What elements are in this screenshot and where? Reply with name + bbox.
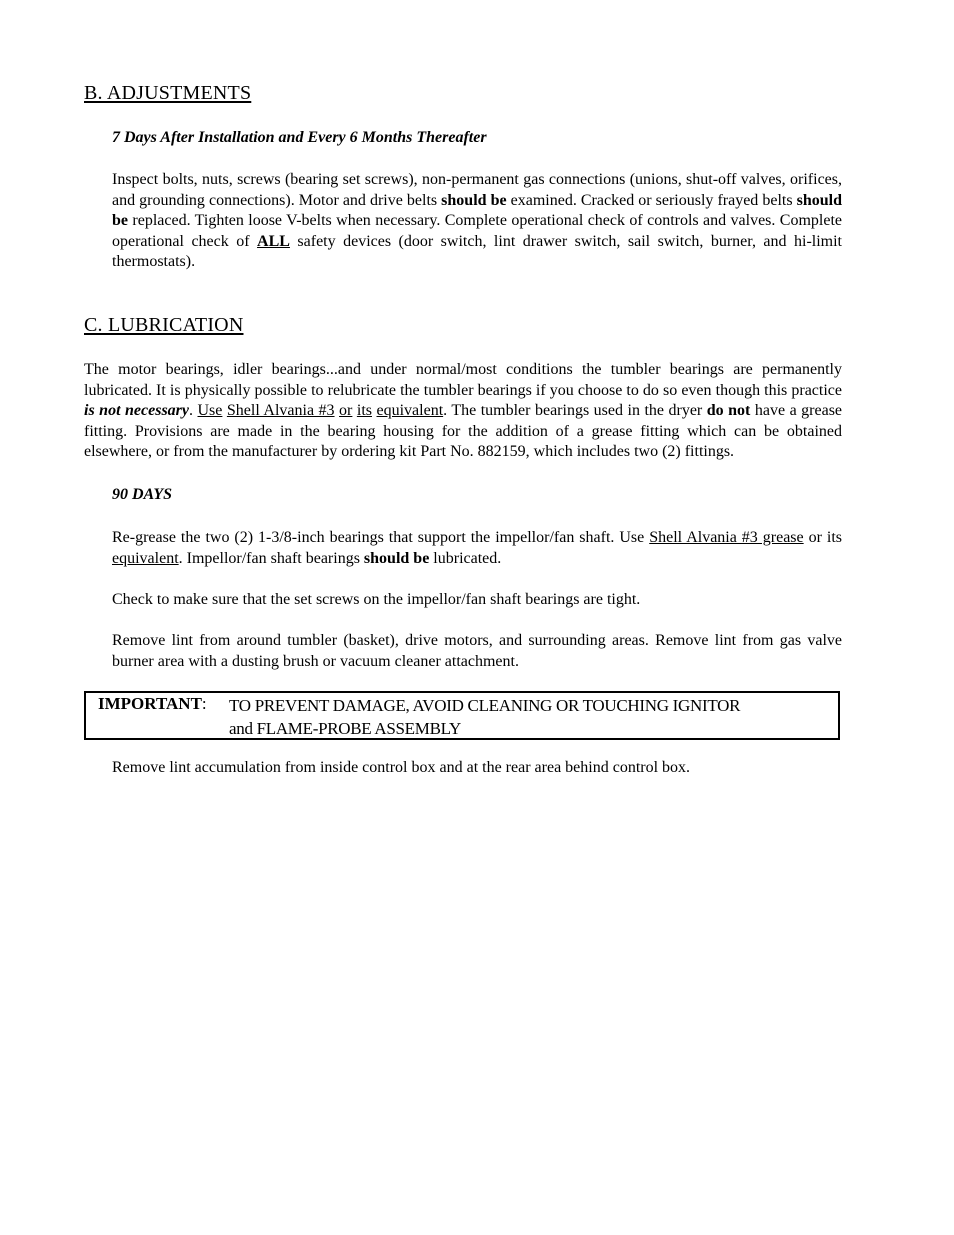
set-screws-paragraph: Check to make sure that the set screws on the impellor/fan shaft bearings are tight.	[112, 591, 641, 608]
text-run: or its	[803, 529, 843, 546]
regrease-paragraph	[112, 528, 842, 569]
underline-its: its	[356, 402, 372, 420]
emphasis-not-necessary: is not necessary	[84, 402, 189, 420]
underline-equivalent: equivalent	[112, 549, 179, 567]
important-line-2: and FLAME-PROBE ASSEMBLY	[229, 719, 461, 738]
text-run: Re-grease the two (2) 1-3/8-inch bearings that support the impellor/fan shaft. Use	[112, 529, 650, 546]
important-line-1: TO PREVENT DAMAGE, AVOID CLEANING OR TOUCHING IGNITOR	[229, 696, 741, 715]
section-b-heading: B. ADJUSTMENTS	[84, 82, 252, 104]
emphasis-do-not: do not	[706, 402, 751, 420]
control-box-paragraph: Remove lint accumulation from inside control box and at the rear area behind control box.	[112, 759, 691, 776]
important-text	[229, 694, 740, 740]
emphasis-should-be: should be	[441, 191, 507, 209]
section-c-heading: C. LUBRICATION	[84, 314, 244, 336]
important-colon: :	[201, 694, 207, 713]
underline-shell-alvania-grease: Shell Alvania #3 grease	[649, 529, 804, 546]
text-run: replaced. Tighten loose V-belts when necessary. Complete operational check of controls and valves. Complete operational check of	[112, 212, 842, 250]
underline-or: or	[339, 402, 353, 420]
text-run: . Impellor/fan shaft bearings	[178, 549, 364, 567]
text-run: safety devices (door switch, lint drawer switch, sail switch, burner, and hi-limit thermostats).	[112, 232, 842, 271]
ninety-days-subheading: 90 DAYS	[112, 486, 173, 503]
text-run: Inspect bolts, nuts, screws (bearing set screws), non-permanent gas connections (unions, shut-off valves, orifices, and grounding connections). Motor and drive belts	[112, 171, 842, 209]
underline-use: Use	[197, 402, 223, 420]
remove-lint-paragraph: Remove lint from around tumbler (basket), drive motors, and surrounding areas. Remove lint from gas valve burner area with a dusting brush or vacuum cleaner attachment.	[112, 632, 842, 670]
text-run: lubricated.	[429, 549, 502, 567]
important-label-text: IMPORTANT	[98, 694, 202, 713]
section-b-paragraph	[112, 170, 842, 273]
underline-shell-alvania: Shell Alvania #3	[226, 402, 335, 420]
underline-equivalent: equivalent	[376, 402, 444, 420]
text-run: The motor bearings, idler bearings...and under normal/most conditions the tumbler bearings are permanently lubricated. It is physically possible to relubricate the tumbler bearings if you choose to do so even though this practice	[84, 361, 842, 399]
text-run: . The tumbler bearings used in the dryer	[443, 402, 707, 420]
important-notice-box	[84, 691, 840, 740]
text-run: have a grease fitting. Provisions are made in the bearing housing for the addition of a grease fitting which can be obtained elsewhere, or from the manufacturer by ordering kit Part No. 882159, which includes two (2) fittings.	[84, 402, 843, 461]
important-label	[98, 694, 207, 714]
emphasis-should-be: should be	[112, 191, 842, 230]
emphasis-should-be: should be	[363, 549, 430, 567]
text-run: .	[189, 402, 198, 420]
section-b-subheading: 7 Days After Installation and Every 6 Months Thereafter	[112, 129, 487, 146]
emphasis-all: ALL	[257, 232, 290, 250]
text-run: examined. Cracked or seriously frayed belts	[506, 191, 797, 209]
section-c-paragraph	[84, 360, 842, 463]
